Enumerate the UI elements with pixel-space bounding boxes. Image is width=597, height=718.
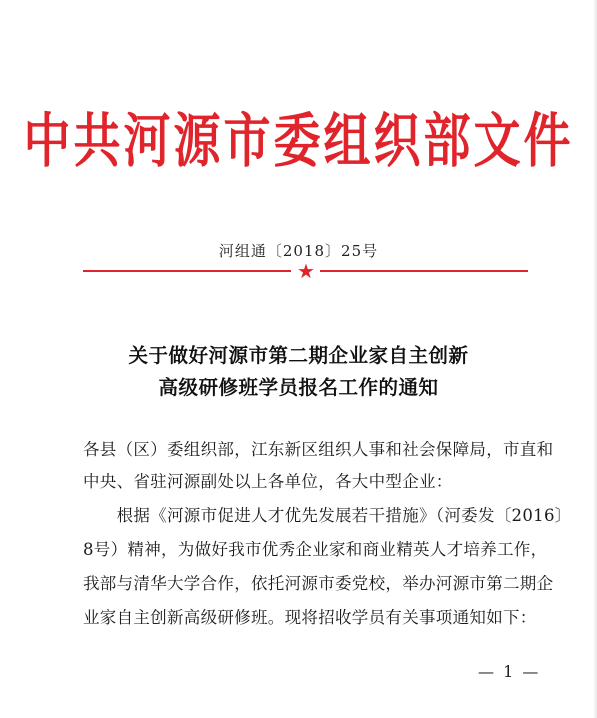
- star-icon: ★: [297, 259, 315, 283]
- document-number: 河组通〔2018〕25号: [218, 242, 379, 260]
- body-line: 我部与清华大学合作，依托河源市委党校，举办河源市第二期企: [83, 574, 554, 593]
- page-edge-shadow: [593, 0, 597, 718]
- divider-line-left: [83, 270, 291, 272]
- body-line: 根据《河源市促进人才优先发展若干措施》（河委发〔2016〕: [83, 506, 572, 525]
- body-line: 业家自主创新高级研修班。现将招收学员有关事项通知如下：: [83, 608, 537, 627]
- divider-line-right: [320, 270, 528, 272]
- red-divider: [83, 259, 528, 283]
- notice-title-line-2: 高级研修班学员报名工作的通知: [158, 376, 439, 399]
- page-number: — 1 —: [478, 662, 541, 681]
- masthead-title: 中共河源市委组织部文件: [23, 107, 574, 176]
- body-line: 各县（区）委组织部，江东新区组织人事和社会保障局，市直和: [83, 440, 554, 459]
- notice-title-line-1: 关于做好河源市第二期企业家自主创新: [128, 344, 469, 367]
- body-line: 中央、省驻河源副处以上各单位，各大中型企业：: [83, 472, 453, 491]
- body-line: 8号）精神，为做好我市优秀企业家和商业精英人才培养工作，: [83, 540, 548, 559]
